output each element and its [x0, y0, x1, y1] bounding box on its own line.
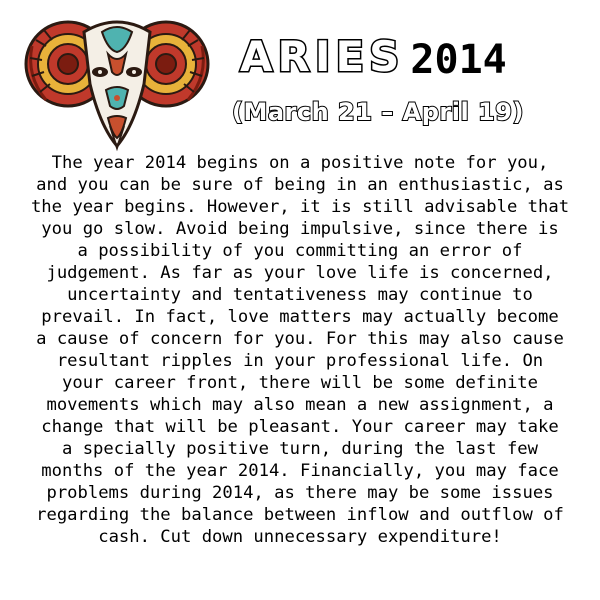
- text-line: change that will be pleasant. Your career may take: [41, 417, 559, 437]
- title-year: 2014: [410, 37, 507, 83]
- text-line: movements which may also mean a new assignment, a: [46, 395, 554, 415]
- text-line: and you can be sure of being in an enthusiastic, as: [36, 175, 564, 195]
- horoscope-text: [20, 152, 580, 548]
- page-title: [240, 32, 570, 92]
- text-line: you go slow. Avoid being impulsive, since there is: [41, 219, 559, 239]
- text-line: regarding the balance between inflow and outflow of: [36, 505, 564, 525]
- text-line: resultant ripples in your professional life. On: [56, 351, 544, 371]
- title-sign: ARIES: [240, 32, 405, 81]
- text-line: cash. Cut down unnecessary expenditure!: [98, 527, 502, 547]
- text-line: months of the year 2014. Financially, you may face: [41, 461, 559, 481]
- ram-head-icon: [22, 6, 212, 154]
- text-line: a cause of concern for you. For this may also cause: [36, 329, 564, 349]
- text-line: a possibility of you committing an error of: [77, 241, 523, 261]
- text-line: the year begins. However, it is still advisable that: [30, 197, 570, 217]
- text-line: judgement. As far as your love life is concerned,: [46, 263, 554, 283]
- text-line: uncertainty and tentativeness may continue to: [67, 285, 533, 305]
- ram-face: [84, 22, 150, 148]
- text-line: prevail. In fact, love matters may actually become: [41, 307, 559, 327]
- text-line: The year 2014 begins on a positive note for you,: [51, 153, 549, 173]
- text-line: your career front, there will be some definite: [62, 373, 538, 393]
- text-line: a specially positive turn, during the last few: [62, 439, 538, 459]
- text-line: problems during 2014, as there may be some issues: [46, 483, 554, 503]
- date-range: (March 21 – April 19): [232, 98, 524, 126]
